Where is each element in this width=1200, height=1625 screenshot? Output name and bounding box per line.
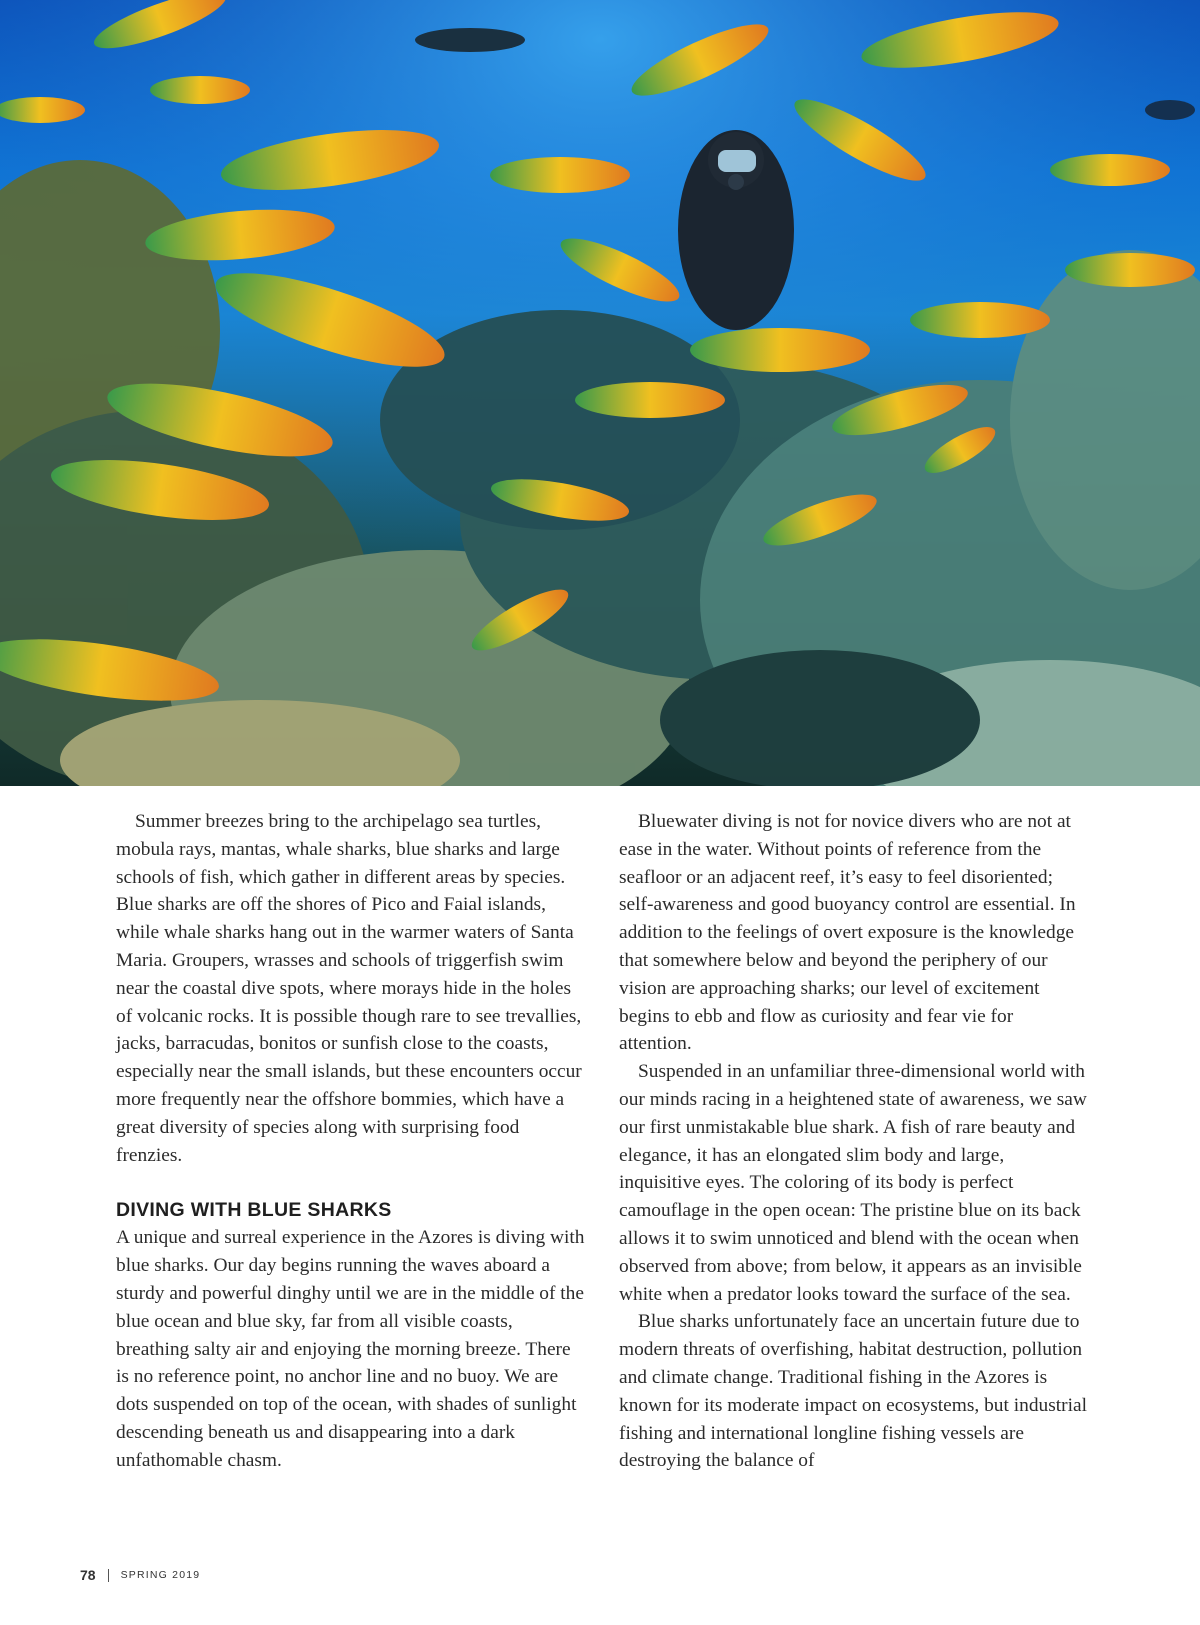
body-paragraph: A unique and surreal experience in the Azores is diving with blue sharks. Our day begins running the waves aboard a sturdy and powerful dinghy until we are in the middle of the blue ocean and blue sky, far from all visible coasts, breathing salty air and enjoying the morning breeze. There is no reference point, no anchor line and no buoy. We are dots suspended on top of the ocean, with shades of sunlight descending beneath us and disappearing into a dark unfathomable chasm. xyxy=(116,1227,585,1471)
scuba-diver xyxy=(678,130,794,330)
issue-label: SPRING 2019 xyxy=(120,1569,201,1581)
underwater-scene-illustration xyxy=(0,0,1200,786)
page-folio xyxy=(80,1567,200,1583)
section-subhead: DIVING WITH BLUE SHARKS xyxy=(116,1199,392,1222)
hero-photo xyxy=(0,0,1200,786)
body-paragraph: Summer breezes bring to the archipelago sea turtles, mobula rays, mantas, whale sharks, blue sharks and large schools of fish, which gather in different areas by species. Blue sharks are off the shores of Pico and Faial islands, while whale sharks hang out in the warmer waters of Santa Maria. Groupers, wrasses and schools of triggerfish swim near the coastal dive spots, where morays hide in the holes of volcanic rocks. It is possible though rare to see trevallies, jacks, barracudas, bonitos or sunfish close to the coasts, especially near the small islands, but these encounters occur more frequently near the offshore bommies, which have a great diversity of species along with surprising food frenzies. xyxy=(116,811,582,1166)
page-number: 78 xyxy=(80,1567,96,1583)
article-column-right xyxy=(619,808,1089,1475)
article-column-left xyxy=(116,808,586,1475)
body-paragraph: Suspended in an unfamiliar three-dimensional world with our minds racing in a heightened state of awareness, we saw our first unmistakable blue shark. A fish of rare beauty and elegance, it has an elongated slim body and large, inquisitive eyes. The coloring of its body is perfect camouflage in the open ocean: The pristine blue on its back allows it to swim unnoticed and blend with the ocean when observed from above; from below, it appears as an invisible white when a predator looks toward the surface of the sea. xyxy=(619,1061,1087,1305)
body-paragraph: Bluewater diving is not for novice divers who are not at ease in the water. Without points of reference from the seafloor or an adjacent reef, it’s easy to feel disoriented; self-awareness and good buoyancy control are essential. In addition to the feelings of overt exposure is the knowledge that somewhere below and beyond the periphery of our vision are approaching sharks; our level of excitement begins to ebb and flow as curiosity and fear vie for attention. xyxy=(619,811,1076,1055)
folio-divider xyxy=(108,1569,109,1582)
body-paragraph: Blue sharks unfortunately face an uncertain future due to modern threats of overfishing, habitat destruction, pollution and climate change. Traditional fishing in the Azores is known for its moderate impact on ecosystems, but industrial fishing and international longline fishing vessels are destroying the balance of xyxy=(619,1311,1087,1472)
